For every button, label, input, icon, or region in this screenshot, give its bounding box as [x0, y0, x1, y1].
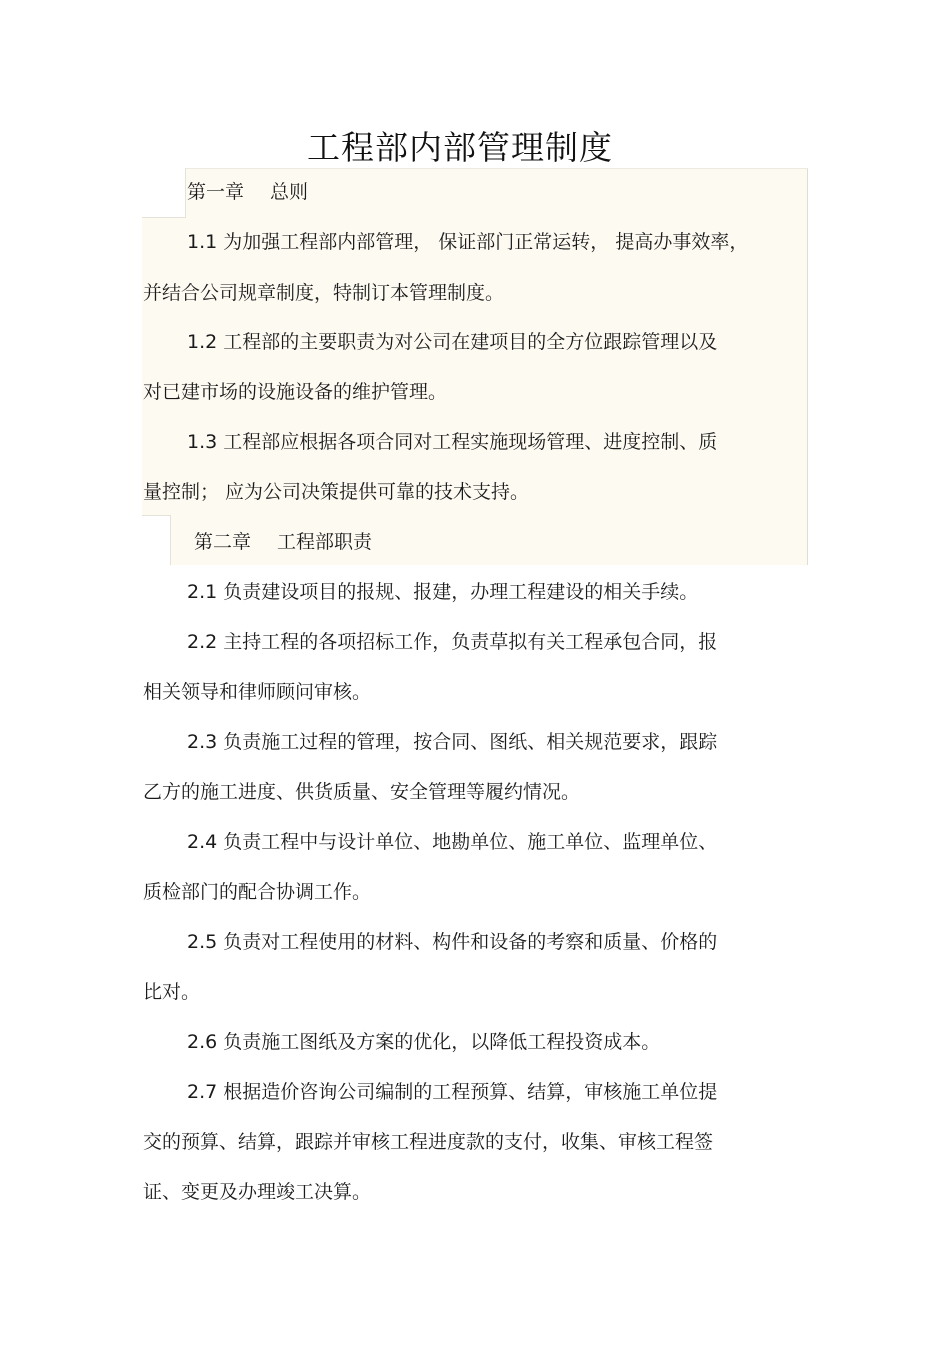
paragraph-line: 1.1 为加强工程部内部管理， 保证部门正常运转， 提高办事效率， — [187, 231, 749, 253]
paragraph-line: 对已建市场的设施设备的维护管理。 — [143, 381, 448, 403]
paragraph-line: 1.3 工程部应根据各项合同对工程实施现场管理、进度控制、质 — [187, 431, 718, 453]
paragraph-line: 并结合公司规章制度，特制订本管理制度。 — [143, 282, 505, 304]
paragraph-line: 2.2 主持工程的各项招标工作，负责草拟有关工程承包合同，报 — [187, 631, 718, 653]
paragraph-line: 交的预算、结算，跟踪并审核工程进度款的支付，收集、审核工程签 — [143, 1131, 714, 1153]
paragraph-line: 2.7 根据造价咨询公司编制的工程预算、结算，审核施工单位提 — [187, 1081, 718, 1103]
chapter-label: 第二章 — [194, 531, 252, 553]
highlight-notch — [142, 168, 186, 218]
chapter-heading — [194, 530, 372, 554]
paragraph-line: 量控制； 应为公司决策提供可靠的技术支持。 — [143, 481, 530, 503]
paragraph-line: 1.2 工程部的主要职责为对公司在建项目的全方位跟踪管理以及 — [187, 331, 718, 353]
paragraph-line: 2.6 负责施工图纸及方案的优化，以降低工程投资成本。 — [187, 1031, 661, 1053]
paragraph-line: 比对。 — [143, 981, 201, 1003]
paragraph-line: 证、变更及办理竣工决算。 — [143, 1181, 372, 1203]
highlight-region — [142, 168, 808, 565]
paragraph-line: 2.5 负责对工程使用的材料、构件和设备的考察和质量、价格的 — [187, 931, 718, 953]
paragraph-line: 乙方的施工进度、供货质量、安全管理等履约情况。 — [143, 781, 581, 803]
paragraph-line: 相关领导和律师顾问审核。 — [143, 681, 372, 703]
paragraph-line: 质检部门的配合协调工作。 — [143, 881, 372, 903]
page-title: 工程部内部管理制度 — [307, 128, 613, 167]
chapter-name: 工程部职责 — [277, 531, 373, 553]
chapter-heading — [187, 180, 308, 204]
paragraph-line: 2.3 负责施工过程的管理，按合同、图纸、相关规范要求，跟踪 — [187, 731, 718, 753]
paragraph-line: 2.4 负责工程中与设计单位、地勘单位、施工单位、监理单位、 — [187, 831, 718, 853]
chapter-name: 总则 — [270, 181, 309, 203]
paragraph-line: 2.1 负责建设项目的报规、报建，办理工程建设的相关手续。 — [187, 581, 699, 603]
highlight-notch — [142, 515, 171, 565]
chapter-label: 第一章 — [187, 181, 245, 203]
